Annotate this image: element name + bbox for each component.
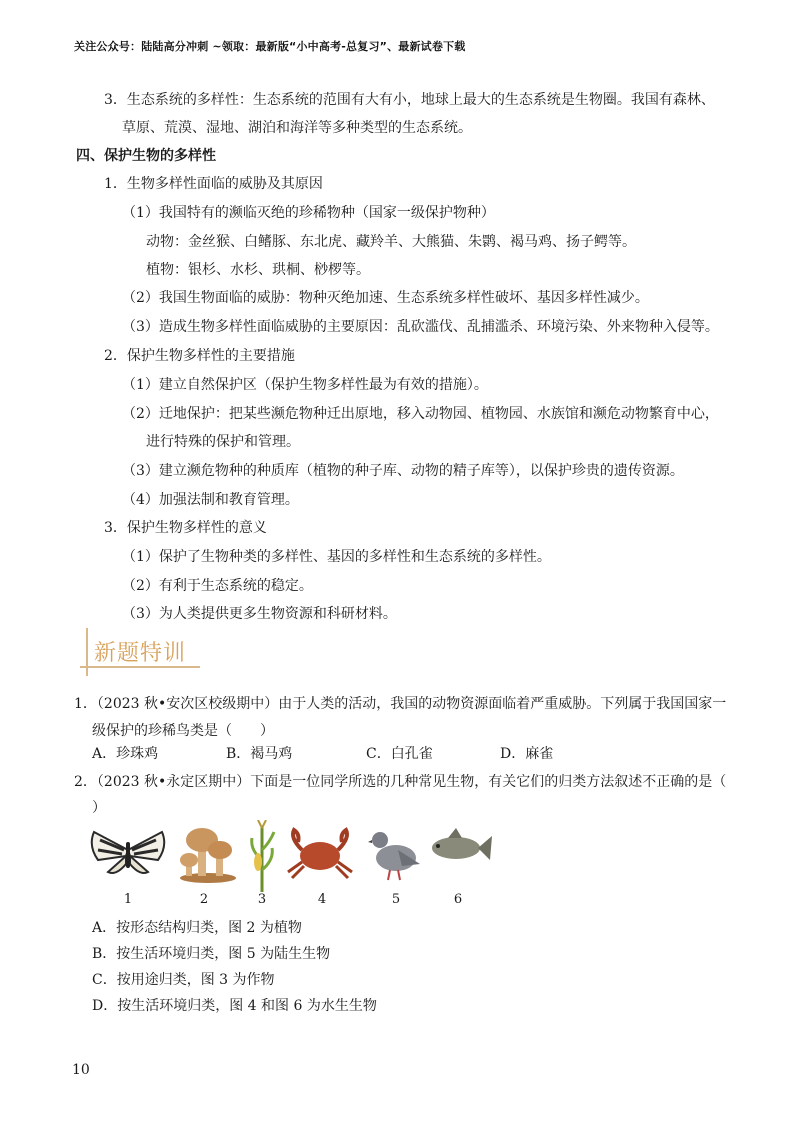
section-title-protect-biodiversity: 四、保护生物的多样性 [76,148,216,164]
question-2-line1: 2．（2023 秋•永定区期中）下面是一位同学所选的几种常见生物，有关它们的归类方法叙述不正确的是（ [74,774,727,790]
banner-vertical-rule [86,628,88,676]
item-ex-situ-line1: （2）迁地保护：把某些濒危物种迁出原地，移入动物园、植物园、水族馆和濒危动物繁育中心， [122,406,719,422]
figure-label-1: 1 [123,892,133,907]
subsection-threats-title: 1．生物多样性面临的威胁及其原因 [104,176,323,192]
butterfly-image [86,820,170,884]
item-endangered-animals: 动物：金丝猴、白鳍豚、东北虎、藏羚羊、大熊猫、朱鹮、褐马鸡、扬子鳄等。 [146,234,636,250]
page-number: 10 [72,1062,90,1078]
fish-image [428,820,492,868]
subsection-significance-title: 3．保护生物多样性的意义 [104,520,267,536]
item-endangered-species: （1）我国特有的濒临灭绝的珍稀物种（国家一级保护物种） [122,205,495,221]
q1-option-a[interactable]: A．珍珠鸡 [92,746,159,762]
figure-label-4: 4 [317,892,327,907]
item-significance-3: （3）为人类提供更多生物资源和科研材料。 [122,606,397,622]
subsection-measures-title: 2．保护生物多样性的主要措施 [104,348,295,364]
item-ex-situ-line2: 进行特殊的保护和管理。 [146,434,300,450]
corn-plant-image [248,820,276,892]
item-significance-2: （2）有利于生态系统的稳定。 [122,578,313,594]
pigeon-image [368,820,424,884]
item-significance-1: （1）保护了生物种类的多样性、基因的多样性和生态系统的多样性。 [122,549,551,565]
q2-option-a[interactable]: A．按形态结构归类，图 2 为植物 [92,920,302,936]
question-1-options [92,744,612,764]
item-germplasm-bank: （3）建立濒危物种的种质库（植物的种子库、动物的精子库等），以保护珍贵的遗传资源。 [122,463,684,479]
mushroom-image [176,820,240,884]
q1-option-d[interactable]: D．麻雀 [500,746,554,762]
paragraph-ecosystem-diversity-line2: 草原、荒漠、湿地、湖泊和海洋等多种类型的生态系统。 [122,120,472,136]
q1-option-b[interactable]: B．褐马鸡 [226,746,293,762]
crab-image [284,820,356,884]
item-endangered-plants: 植物：银杉、水杉、珙桐、桫椤等。 [146,262,370,278]
item-threats: （2）我国生物面临的威胁：物种灭绝加速、生态系统多样性破坏、基因多样性减少。 [122,290,649,306]
q2-option-b[interactable]: B．按生活环境归类，图 5 为陆生生物 [92,946,331,962]
page-header: 关注公众号：陆陆高分冲刺 ~领取：最新版“小中高考-总复习”、最新试卷下载 [74,40,466,53]
question-2-line2: ） [92,800,106,816]
figure-label-3: 3 [257,892,267,907]
figure-label-2: 2 [199,892,209,907]
section-banner [80,628,210,676]
paragraph-ecosystem-diversity-line1: 3．生态系统的多样性：生态系统的范围有大有小，地球上最大的生态系统是生物圈。我国有森林、 [104,92,715,108]
question-1-line1: 1．（2023 秋•安次区校级期中）由于人类的活动，我国的动物资源面临着严重威胁。下列属于我国国家一 [74,696,727,712]
item-nature-reserve: （1）建立自然保护区（保护生物多样性最为有效的措施）。 [122,377,488,393]
question-1-line2: 级保护的珍稀鸟类是（ ） [92,723,274,739]
question-2-figure [86,820,506,912]
q2-option-c[interactable]: C．按用途归类，图 3 为作物 [92,972,275,988]
item-threat-causes: （3）造成生物多样性面临威胁的主要原因：乱砍滥伐、乱捕滥杀、环境污染、外来物种入侵等。 [122,319,719,335]
q2-option-d[interactable]: D．按生活环境归类，图 4 和图 6 为水生生物 [92,998,377,1014]
item-law-education: （4）加强法制和教育管理。 [122,492,299,508]
figure-label-5: 5 [391,892,401,907]
q1-option-c[interactable]: C．白孔雀 [366,746,433,762]
banner-label: 新题特训 [94,641,187,666]
figure-label-6: 6 [453,892,463,907]
